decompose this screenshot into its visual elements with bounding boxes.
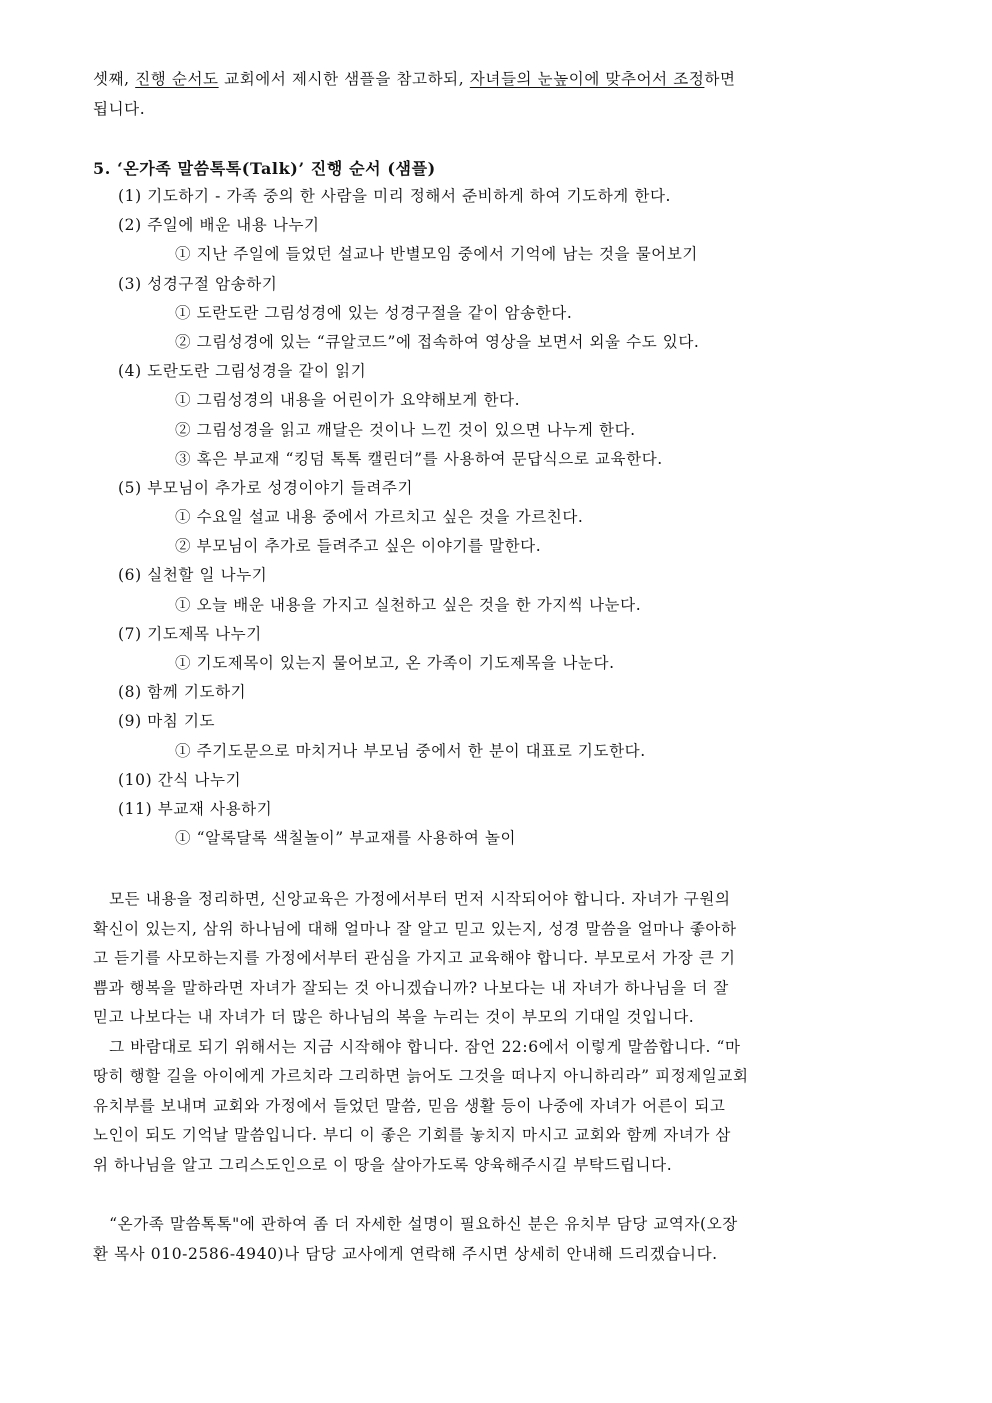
intro-underlined-adjust: 자녀들의 눈높이에 맞추어서 조정 <box>469 70 705 88</box>
list-item: (6) 실천할 일 나누기 <box>118 566 268 585</box>
list-subitem: ③ 혹은 부교재 “킹덤 톡톡 캘린더”를 사용하여 문답식으로 교육한다. <box>175 449 663 468</box>
conclusion-line: 확신이 있는지, 삼위 하나님에 대해 얼마나 잘 알고 믿고 있는지, 성경 말씀을 얼마나 좋아하 <box>93 919 737 938</box>
conclusion-line: 노인이 되도 기억날 말씀입니다. 부디 이 좋은 기회를 놓치지 마시고 교회와 함께 자녀가 삼 <box>93 1126 732 1144</box>
conclusion-paragraph <box>93 885 893 1180</box>
intro-suffix: 하면 <box>704 70 736 88</box>
intro-paragraph <box>93 65 893 124</box>
list-item: (4) 도란도란 그림성경을 같이 읽기 <box>118 362 367 381</box>
conclusion-line: 믿고 나보다는 내 자녀가 더 많은 하나님의 복을 누리는 것이 부모의 기대일 것입니다. <box>93 1008 695 1026</box>
contact-line: 환 목사 010-2586-4940)나 담당 교사에게 연락해 주시면 상세히 안내해 드리겠습니다. <box>93 1244 718 1263</box>
list-subitem: ① 도란도란 그림성경에 있는 성경구절을 같이 암송한다. <box>175 303 573 322</box>
list-item: (3) 성경구절 암송하기 <box>118 274 278 293</box>
intro-prefix: 셋째, <box>93 70 136 88</box>
section-heading: 5. ‘온가족 말씀톡톡(Talk)’ 진행 순서 (샘플) <box>93 159 436 178</box>
contact-paragraph <box>93 1210 893 1269</box>
list-subitem: ② 부모님이 추가로 들려주고 싶은 이야기를 말한다. <box>175 537 542 556</box>
conclusion-line: 위 하나님을 알고 그리스도인으로 이 땅을 살아가도록 양육해주시길 부탁드립니다. <box>93 1155 673 1174</box>
procedure-list <box>118 182 699 853</box>
list-item: (10) 간식 나누기 <box>118 770 242 789</box>
list-item: (1) 기도하기 - 가족 중의 한 사람을 미리 정해서 준비하게 하여 기도하게 한다. <box>118 187 672 205</box>
list-subitem: ② 그림성경에 있는 “큐알코드”에 접속하여 영상을 보면서 외울 수도 있다. <box>175 332 700 351</box>
conclusion-line: 땅히 행할 길을 아이에게 가르치라 그리하면 늙어도 그것을 떠나지 아니하리라” 피정제일교회 <box>93 1067 749 1085</box>
list-item: (8) 함께 기도하기 <box>118 683 247 702</box>
list-item: (9) 마침 기도 <box>118 712 216 731</box>
intro-middle: 교회에서 제시한 샘플을 참고하되, <box>218 70 470 88</box>
list-subitem: ① “알록달록 색칠놀이” 부교재를 사용하여 놀이 <box>175 829 517 848</box>
list-item: (5) 부모님이 추가로 성경이야기 들려주기 <box>118 478 414 497</box>
list-subitem: ① 기도제목이 있는지 물어보고, 온 가족이 기도제목을 나눈다. <box>175 654 615 672</box>
list-item: (11) 부교재 사용하기 <box>118 799 273 818</box>
list-subitem: ① 그림성경의 내용을 어린이가 요약해보게 한다. <box>175 391 521 410</box>
intro-line-1 <box>93 65 893 95</box>
list-subitem: ② 그림성경을 읽고 깨달은 것이나 느낀 것이 있으면 나누게 한다. <box>175 420 636 439</box>
list-item: (2) 주일에 배운 내용 나누기 <box>118 216 320 235</box>
intro-underlined-progress-order: 진행 순서도 <box>135 70 219 88</box>
list-item: (7) 기도제목 나누기 <box>118 624 262 643</box>
list-subitem: ① 지난 주일에 들었던 설교나 반별모임 중에서 기억에 남는 것을 물어보기 <box>175 245 698 264</box>
conclusion-line: 그 바람대로 되기 위해서는 지금 시작해야 합니다. 잠언 22:6에서 이렇게 말씀합니다. “마 <box>93 1037 741 1056</box>
list-subitem: ① 수요일 설교 내용 중에서 가르치고 싶은 것을 가르친다. <box>175 508 584 527</box>
contact-line: “온가족 말씀톡톡"에 관하여 좀 더 자세한 설명이 필요하신 분은 유치부 담당 교역자(오장 <box>93 1215 738 1233</box>
conclusion-line: 고 듣기를 사모하는지를 가정에서부터 관심을 가지고 교육해야 합니다. 부모로서 가장 큰 기 <box>93 949 736 967</box>
list-subitem: ① 오늘 배운 내용을 가지고 실천하고 싶은 것을 한 가지씩 나눈다. <box>175 595 642 614</box>
conclusion-line: 모든 내용을 정리하면, 신앙교육은 가정에서부터 먼저 시작되어야 합니다. 자녀가 구원의 <box>93 890 731 908</box>
intro-line-2: 됩니다. <box>93 99 146 118</box>
conclusion-line: 쁨과 행복을 말하라면 자녀가 잘되는 것 아니겠습니까? 나보다는 내 자녀가 하나님을 더 잘 <box>93 978 729 997</box>
list-subitem: ① 주기도문으로 마치거나 부모님 중에서 한 분이 대표로 기도한다. <box>175 741 646 760</box>
conclusion-line: 유치부를 보내며 교회와 가정에서 들었던 말씀, 믿음 생활 등이 나중에 자녀가 어른이 되고 <box>93 1096 726 1115</box>
